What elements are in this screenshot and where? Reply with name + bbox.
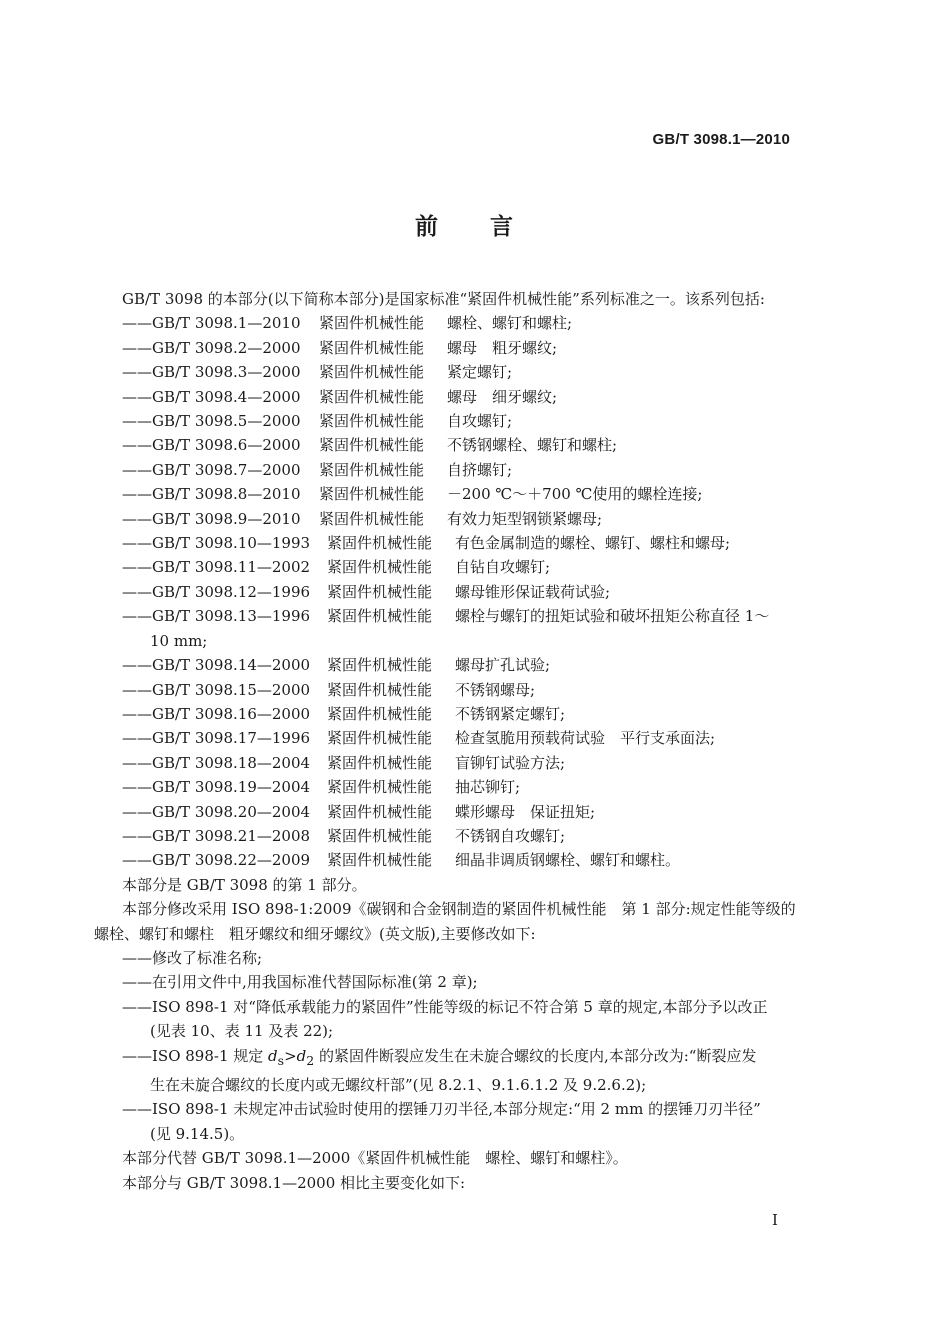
list-item: ——GB/T 3098.6—2000 紧固件机械性能 不锈钢螺栓、螺钉和螺柱; — [122, 436, 618, 455]
list-item: ——GB/T 3098.17—1996 紧固件机械性能 检查氢脆用预载荷试验 平行支承面法; — [122, 729, 716, 748]
list-item: ——GB/T 3098.19—2004 紧固件机械性能 抽芯铆钉; — [122, 778, 521, 797]
page-title: 前 言 — [414, 214, 535, 240]
list-item-continuation: 生在未旋合螺纹的长度内或无螺纹杆部”(见 8.2.1、9.1.6.1.2 及 9.2.6.2); — [150, 1076, 647, 1094]
standards-list — [94, 311, 800, 872]
list-item: ——GB/T 3098.14—2000 紧固件机械性能 螺母扩孔试验; — [122, 656, 551, 675]
list-item-continuation: (见 9.14.5)。 — [150, 1124, 245, 1143]
list-item: ——GB/T 3098.15—2000 紧固件机械性能 不锈钢螺母; — [122, 680, 536, 699]
list-item: ——GB/T 3098.22—2009 紧固件机械性能 细晶非调质钢螺栓、螺钉和螺柱。 — [122, 851, 681, 870]
list-item: ——GB/T 3098.18—2004 紧固件机械性能 盲铆钉试验方法; — [122, 753, 566, 772]
list-item-continuation: (见表 10、表 11 及表 22); — [150, 1022, 334, 1041]
list-item: ——GB/T 3098.3—2000 紧固件机械性能 紧定螺钉; — [122, 363, 513, 382]
list-item-continuation: 10 mm; — [150, 631, 208, 650]
list-item: ——GB/T 3098.21—2008 紧固件机械性能 不锈钢自攻螺钉; — [122, 826, 566, 845]
list-item: ——GB/T 3098.20—2004 紧固件机械性能 蝶形螺母 保证扭矩; — [122, 802, 596, 821]
list-item: ——ISO 898-1 未规定冲击试验时使用的摆锤刀刃半径,本部分规定:“用 2 mm 的摆锤刀刃半径” — [122, 1100, 761, 1119]
list-item: ——GB/T 3098.9—2010 紧固件机械性能 有效力矩型钢锁紧螺母; — [122, 509, 603, 528]
list-item: ——GB/T 3098.12—1996 紧固件机械性能 螺母锥形保证载荷试验; — [122, 582, 611, 601]
list-item: ——修改了标准名称; — [122, 948, 263, 967]
list-item: ——GB/T 3098.2—2000 紧固件机械性能 螺母 粗牙螺纹; — [122, 338, 558, 357]
list-item: ——在引用文件中,用我国标准代替国际标准(第 2 章); — [122, 973, 478, 992]
list-item: ——GB/T 3098.7—2000 紧固件机械性能 自挤螺钉; — [122, 460, 513, 479]
list-item: ——GB/T 3098.11—2002 紧固件机械性能 自钻自攻螺钉; — [122, 558, 551, 577]
page-number: I — [772, 1211, 778, 1229]
foreword-body — [94, 287, 800, 1195]
list-item: ——ISO 898-1 对“降低承载能力的紧固件”性能等级的标记不符合第 5 章的规定,本部分予以改正 — [122, 997, 768, 1016]
list-item: ——GB/T 3098.16—2000 紧固件机械性能 不锈钢紧定螺钉; — [122, 704, 566, 723]
list-item: ——GB/T 3098.13—1996 紧固件机械性能 螺栓与螺钉的扭矩试验和破坏扭矩公称直径 1～ — [122, 607, 770, 626]
list-item: ——ISO 898-1 规定 $d_s>d_2$ 的紧固件断裂应发生在未旋合螺纹的长度内,本部分改为:“断裂应发 — [122, 1046, 757, 1068]
list-item: ——GB/T 3098.4—2000 紧固件机械性能 螺母 细牙螺纹; — [122, 387, 558, 406]
list-item: ——GB/T 3098.8—2010 紧固件机械性能 －200 ℃～＋700 ℃使用的螺栓连接; — [122, 485, 703, 504]
list-item: ——GB/T 3098.10—1993 紧固件机械性能 有色金属制造的螺栓、螺钉、螺柱和螺母; — [122, 534, 731, 553]
replacement-paragraph: 本部分代替 GB/T 3098.1—2000《紧固件机械性能 螺栓、螺钉和螺柱》。 — [122, 1149, 628, 1168]
intro-paragraph: GB/T 3098 的本部分(以下简称本部分)是国家标准“紧固件机械性能”系列标准之一。该系列包括: — [122, 290, 765, 308]
standard-code-header: GB/T 3098.1—2010 — [652, 131, 790, 148]
iso-adoption-paragraph: 本部分修改采用 ISO 898-1:2009《碳钢和合金钢制造的紧固件机械性能 第 1 部分:规定性能等级的螺栓、螺钉和螺柱 粗牙螺纹和细牙螺纹》(英文版),主要修改如下: — [94, 900, 796, 943]
list-item: ——GB/T 3098.5—2000 紧固件机械性能 自攻螺钉; — [122, 412, 513, 431]
changes-paragraph: 本部分与 GB/T 3098.1—2000 相比主要变化如下: — [122, 1173, 466, 1192]
list-item: ——GB/T 3098.1—2010 紧固件机械性能 螺栓、螺钉和螺柱; — [122, 314, 573, 333]
modifications-list — [94, 946, 800, 1146]
part-statement: 本部分是 GB/T 3098 的第 1 部分。 — [122, 875, 367, 894]
